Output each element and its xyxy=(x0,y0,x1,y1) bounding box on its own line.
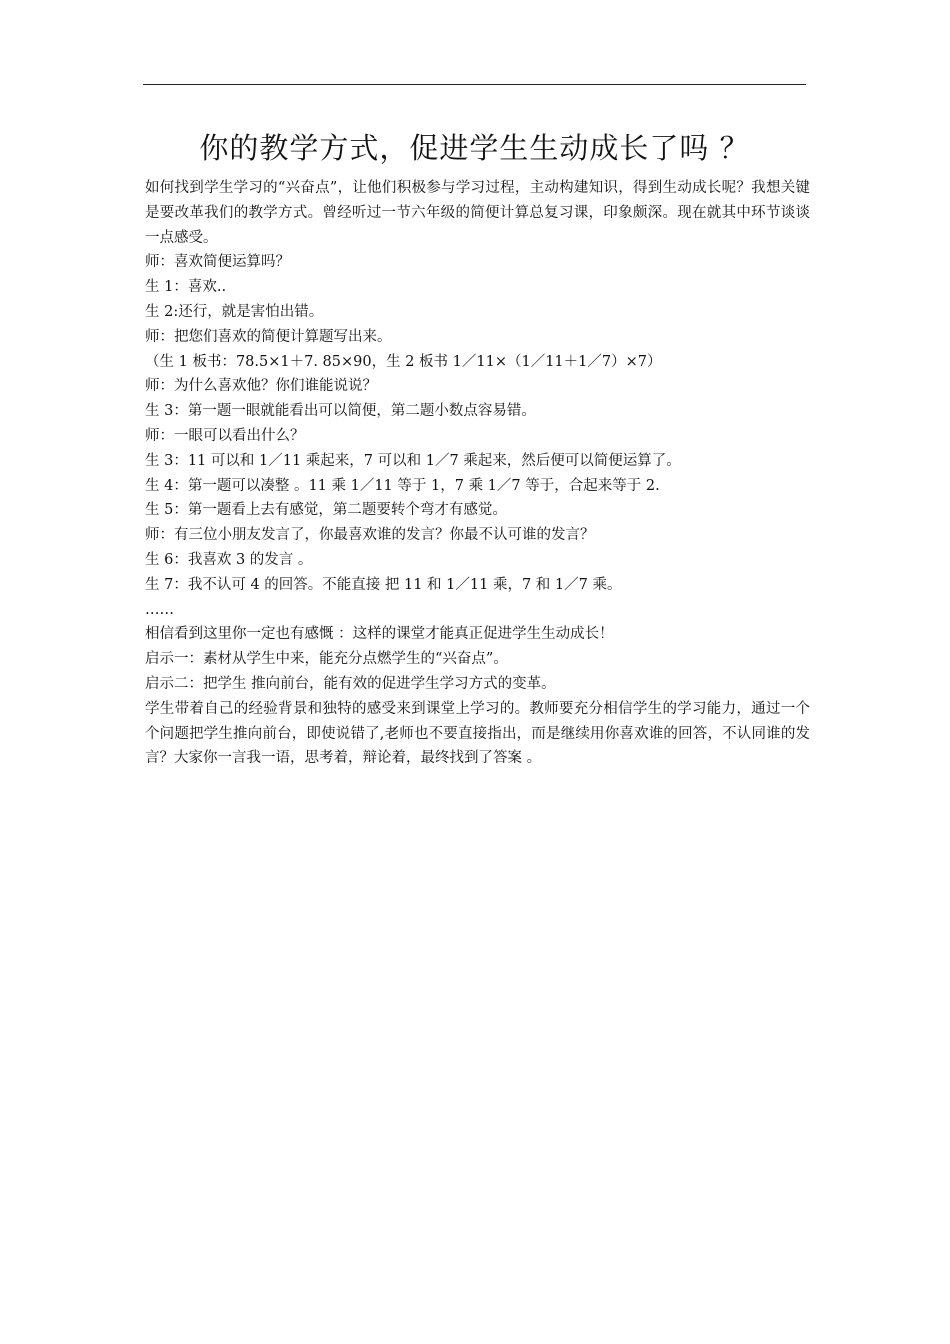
dialogue-line: 生 7：我不认可 4 的回答。不能直接 把 11 和 1／11 乘，7 和 1／7 乘。 xyxy=(145,576,622,593)
dialogue-line: 师：喜欢简便运算吗？ xyxy=(145,254,290,271)
document-body xyxy=(145,176,810,771)
document-title: 你的教学方式，促进学生生动成长了吗 ？ xyxy=(199,131,750,165)
dialogue-line: 生 3：第一题一眼就能看出可以简便，第二题小数点容易错。 xyxy=(145,403,536,420)
dialogue-line: 生 6：我喜欢 3 的发言 。 xyxy=(145,551,313,568)
dialogue-line: 师：一眼可以看出什么？ xyxy=(145,427,305,444)
dialogue-line: 生 2:还行，就是害怕出错。 xyxy=(145,303,324,320)
dialogue-line: 师：把您们喜欢的简便计算题写出来。 xyxy=(145,328,392,345)
header-rule xyxy=(143,84,806,85)
dialogue-line: 生 3：11 可以和 1／11 乘起来，7 可以和 1／7 乘起来，然后便可以简便运算了。 xyxy=(145,452,681,469)
intro-paragraph: 如何找到学生学习的“兴奋点”，让他们积极参与学习过程，主动构建知识，得到生动成长呢？我想关键是要改革我们的教学方式。曾经听过一节六年级的简便计算总复习课，印象颇深。现在就其中环节谈谈一点感受。 xyxy=(145,180,810,246)
dialogue-line: 师：为什么喜欢他？你们谁能说说？ xyxy=(145,378,377,395)
ellipsis: …… xyxy=(145,601,174,618)
dialogue-line: 生 5：第一题看上去有感觉，第二题要转个弯才有感觉。 xyxy=(145,502,507,519)
insight-two: 启示二：把学生 推向前台，能有效的促进学生学习方式的变革。 xyxy=(145,675,556,692)
blackboard-note: （生 1 板书：78.5×1＋7. 85×90，生 2 板书 1／11×（1／11＋1／7）×7） xyxy=(145,353,662,370)
dialogue-line: 生 1：喜欢.. xyxy=(145,279,227,296)
insight-one: 启示一：素材从学生中来，能充分点燃学生的“兴奋点”。 xyxy=(145,651,508,668)
reflection-line: 相信看到这里你一定也有感慨 ：这样的课堂才能真正促进学生生动成长！ xyxy=(145,626,614,643)
dialogue-line: 生 4：第一题可以凑整 。11 乘 1／11 等于 1，7 乘 1／7 等于，合起来等于 2. xyxy=(145,477,660,494)
closing-paragraph: 学生带着自己的经验背景和独特的感受来到课堂上学习的。教师要充分相信学生的学习能力，通过一个个问题把学生推向前台，即使说错了,老师也不要直接指出，而是继续用你喜欢谁的回答，不认同谁的发言？大家你一言我一语，思考着，辩论着，最终找到了答案 。 xyxy=(145,700,810,767)
dialogue-line: 师：有三位小朋友发言了，你最喜欢谁的发言？你最不认可谁的发言？ xyxy=(145,527,595,544)
